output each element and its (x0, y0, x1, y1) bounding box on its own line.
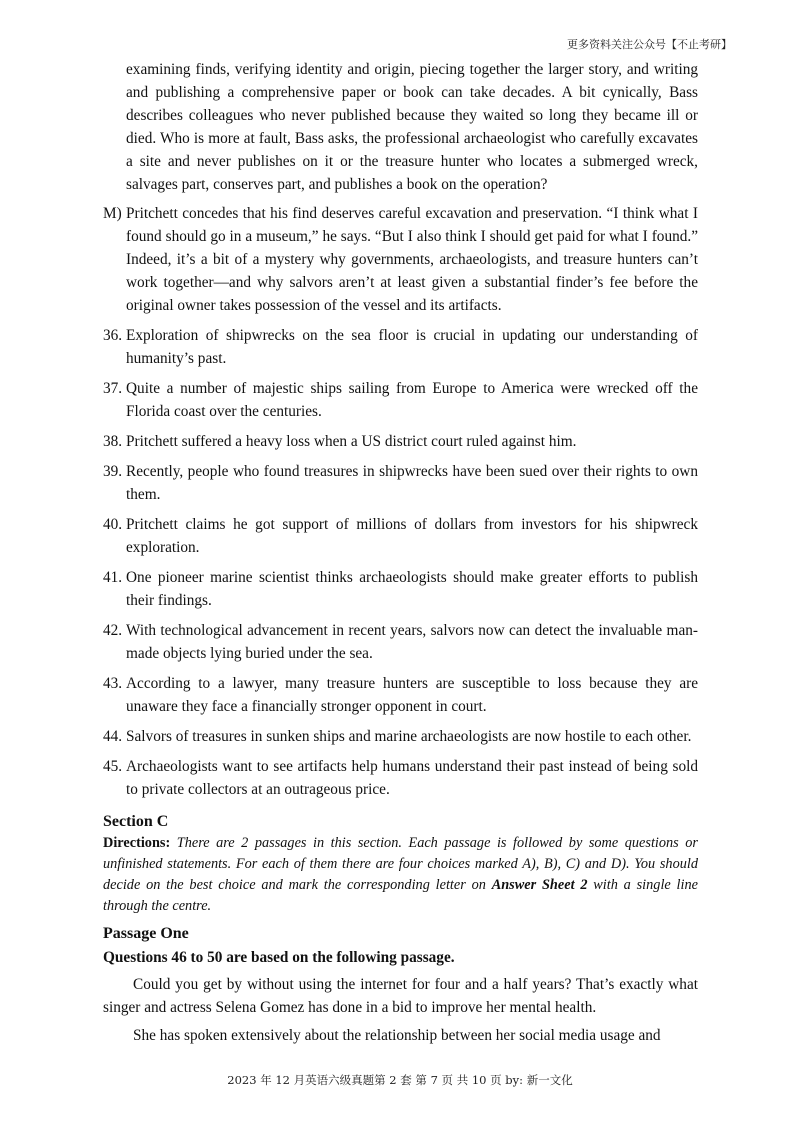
statement-number: 42. (103, 622, 123, 639)
statement-number: 41. (103, 569, 123, 586)
passage-paragraph: She has spoken extensively about the relationship between her social media usage and (133, 1027, 661, 1044)
paragraph-m (103, 202, 698, 317)
statement-item (103, 672, 698, 718)
statement-list (103, 324, 698, 801)
statement-item (103, 755, 698, 801)
statement-number: 43. (103, 675, 123, 692)
statement-number: 45. (103, 758, 123, 775)
statement-text: One pioneer marine scientist thinks archaeologists should make greater efforts to publish their findings. (126, 569, 698, 609)
questions-range: Questions 46 to 50 are based on the following passage. (103, 949, 455, 966)
statement-text: Pritchett suffered a heavy loss when a US district court ruled against him. (126, 433, 577, 450)
passage-paragraph: Could you get by without using the internet for four and a half years? That’s exactly what singer and actress Selena Gomez has done in a bid to improve her mental health. (103, 976, 698, 1016)
statement-item (103, 513, 698, 559)
directions-label: Directions: (103, 835, 171, 851)
statement-item (103, 430, 698, 453)
page-footer: 2023 年 12 月英语六级真题第 2 套 第 7 页 共 10 页 by: 新一文化 (227, 1073, 573, 1087)
statement-text: With technological advancement in recent years, salvors now can detect the invaluable man-made objects lying buried under the sea. (126, 622, 698, 662)
directions-text: There are 2 passages in this section. Each passage is followed by some questions or unfinished statements. For each of them there are four choices marked A), B), C) and D). You should decide on the best choice and mark the corresponding letter on (103, 835, 698, 893)
statement-number: 37. (103, 380, 123, 397)
header-note: 更多资料关注公众号【不止考研】 (567, 38, 732, 51)
paragraph-text: Pritchett concedes that his find deserves careful excavation and preservation. “I think what I found should go in a museum,” he says. “But I also think I should get paid for what I found.” Indeed, it’s a bit of a mystery why governments, archaeologists, and treasure hunters can’t work together—and why salvors aren’t at least given a substantial finder’s fee before the original owner takes possession of the vessel and its artifacts. (126, 205, 698, 314)
section-title: Section C (103, 813, 169, 830)
directions-end: with a single line through the centre. (103, 877, 698, 914)
statement-item (103, 460, 698, 506)
statement-number: 36. (103, 327, 123, 344)
paragraph-letter: M) (103, 205, 122, 222)
statement-text: According to a lawyer, many treasure hunters are susceptible to loss because they are unaware they face a financially stronger opponent in court. (126, 675, 698, 715)
statement-number: 40. (103, 516, 123, 533)
statement-item (103, 619, 698, 665)
statement-item (103, 377, 698, 423)
statement-number: 38. (103, 433, 123, 450)
section-directions (103, 833, 698, 917)
statement-number: 39. (103, 463, 123, 480)
passage-title: Passage One (103, 925, 189, 942)
exam-page (103, 58, 698, 1052)
continued-paragraph-l: examining finds, verifying identity and origin, piecing together the larger story, and writing and publishing a comprehensive paper or book can take decades. A bit cynically, Bass describes colleagues who never published because they waited so long they became ill or died. Who is more at fault, Bass asks, the professional archaeologist who carefully excavates a site and never publishes on it or the treasure hunter who locates a submerged wreck, salvages part, conserves part, and publishes a book on the operation? (126, 61, 698, 193)
statement-text: Quite a number of majestic ships sailing from Europe to America were wrecked off the Florida coast over the centuries. (126, 380, 698, 420)
statement-text: Salvors of treasures in sunken ships and marine archaeologists are now hostile to each other. (126, 728, 692, 745)
statement-text: Pritchett claims he got support of millions of dollars from investors for his shipwreck exploration. (126, 516, 698, 556)
answer-sheet-reference: Answer Sheet 2 (491, 877, 588, 893)
statement-text: Archaeologists want to see artifacts help humans understand their past instead of being sold to private collectors at an outrageous price. (126, 758, 698, 798)
statement-item (103, 725, 698, 748)
statement-text: Exploration of shipwrecks on the sea floor is crucial in updating our understanding of humanity’s past. (126, 327, 698, 367)
statement-item (103, 566, 698, 612)
statement-item (103, 324, 698, 370)
statement-number: 44. (103, 728, 123, 745)
statement-text: Recently, people who found treasures in shipwrecks have been sued over their rights to own them. (126, 463, 698, 503)
